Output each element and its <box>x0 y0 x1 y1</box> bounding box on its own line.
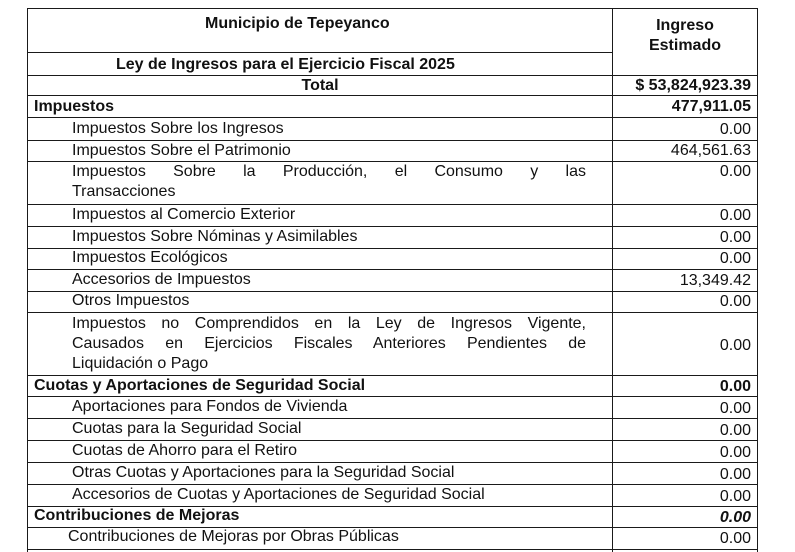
row-line <box>27 161 758 162</box>
total-bottom-line <box>27 95 758 96</box>
section-label: Cuotas y Aportaciones de Seguridad Social <box>34 377 366 394</box>
row-value: 0.00 <box>719 444 751 461</box>
row-label-line: Causados en Ejercicios Fiscales Anteriores Pendientes de <box>72 335 586 352</box>
row-label: Otras Cuotas y Aportaciones para la Seguridad Social <box>72 464 455 481</box>
section-label: Contribuciones de Mejoras <box>34 507 240 524</box>
row-label: Accesorios de Impuestos <box>72 271 251 288</box>
row-value: 0.00 <box>719 121 751 138</box>
row-value: 0.00 <box>719 337 751 354</box>
row-line <box>27 484 758 485</box>
row-value: 464,561.63 <box>670 142 751 159</box>
row-label: Accesorios de Cuotas y Aportaciones de Seguridad Social <box>72 486 485 503</box>
row-label: Impuestos al Comercio Exterior <box>72 206 296 223</box>
municipality-title: Municipio de Tepeyanco <box>205 15 390 32</box>
row-value: 0.00 <box>719 530 751 547</box>
income-column-header-line1: Ingreso <box>656 17 714 34</box>
row-value: 0.00 <box>719 293 751 310</box>
row-label: Impuestos Sobre los Ingresos <box>72 120 284 137</box>
row-label-line: Liquidación o Pago <box>72 355 209 372</box>
header-divider <box>27 52 613 53</box>
row-label-line: Transacciones <box>72 183 176 200</box>
row-line <box>27 462 758 463</box>
section-line-cuotas <box>27 396 758 397</box>
row-line <box>27 204 758 205</box>
row-value: 0.00 <box>719 466 751 483</box>
row-line <box>27 375 758 376</box>
row-label-line: Impuestos Sobre la Producción, el Consumo y las <box>72 163 586 180</box>
row-label: Cuotas para la Seguridad Social <box>72 420 302 437</box>
income-column-header-line2: Estimado <box>648 37 721 54</box>
row-label: Impuestos Sobre el Patrimonio <box>72 142 291 159</box>
row-label-line: Impuestos no Comprendidos en la Ley de Ingresos Vigente, <box>72 315 586 332</box>
law-title: Ley de Ingresos para el Ejercicio Fiscal 2025 <box>116 56 455 73</box>
section-label: Impuestos <box>34 98 115 115</box>
row-value: 0.00 <box>719 207 751 224</box>
row-label: Otros Impuestos <box>72 292 190 309</box>
table-border-top <box>27 8 758 9</box>
row-value: 0.00 <box>719 250 751 267</box>
total-label: Total <box>301 77 339 94</box>
row-line <box>27 418 758 419</box>
row-value: 0.00 <box>719 400 751 417</box>
section-value: 477,911.05 <box>671 98 751 115</box>
row-value: 13,349.42 <box>679 272 751 289</box>
section-value: 0.00 <box>719 378 751 395</box>
row-label: Cuotas de Ahorro para el Retiro <box>72 442 298 459</box>
total-value: $ 53,824,923.39 <box>635 77 751 94</box>
table-border-bottom <box>27 549 758 550</box>
row-label: Contribuciones de Mejoras por Obras Públicas <box>68 528 399 545</box>
row-value: 0.00 <box>719 488 751 505</box>
row-value: 0.00 <box>719 229 751 246</box>
row-line <box>27 312 758 313</box>
row-label: Aportaciones para Fondos de Vivienda <box>72 398 348 415</box>
row-line <box>27 226 758 227</box>
row-line <box>27 269 758 270</box>
section-line-impuestos <box>27 117 758 118</box>
row-value: 0.00 <box>719 422 751 439</box>
row-line <box>27 440 758 441</box>
row-label: Impuestos Ecológicos <box>72 249 228 266</box>
row-label: Impuestos Sobre Nóminas y Asimilables <box>72 228 358 245</box>
row-value: 0.00 <box>719 163 751 180</box>
table-border-right <box>757 8 758 552</box>
row-line <box>27 140 758 141</box>
section-value: 0.00 <box>719 509 751 526</box>
header-bottom-line <box>27 75 758 76</box>
